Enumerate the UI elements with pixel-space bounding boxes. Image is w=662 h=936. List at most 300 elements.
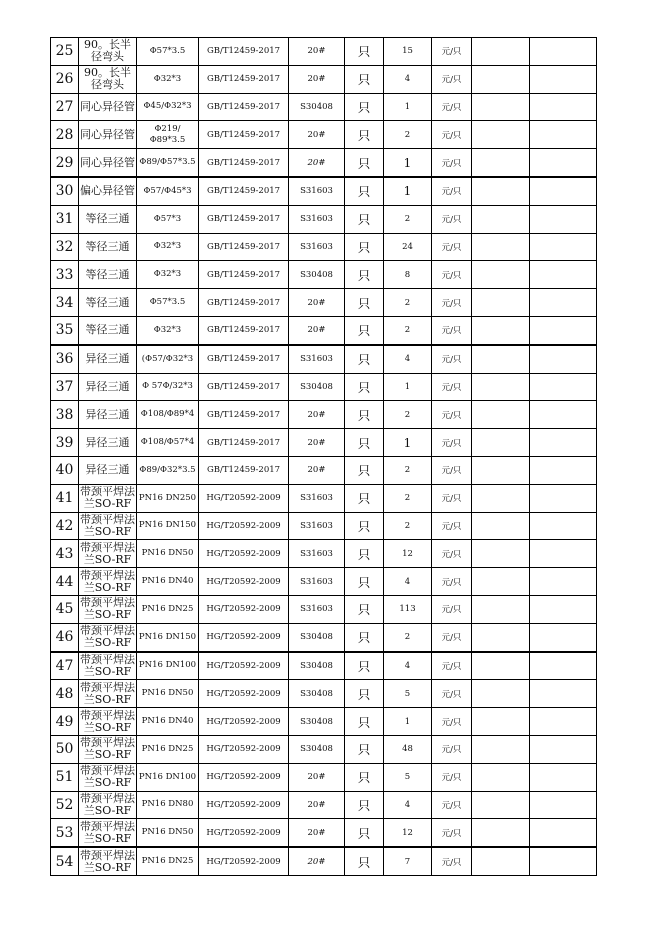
table-row (51, 652, 597, 680)
item-unit: 只 (345, 401, 384, 429)
item-price-unit: 元/只 (432, 568, 472, 596)
item-name: 带颈平焊法兰SO-RF (80, 568, 135, 594)
item-name: 异径三通 (79, 401, 137, 429)
amount-cell[interactable] (530, 763, 597, 791)
row-number: 47 (51, 652, 79, 680)
amount-cell[interactable] (530, 568, 597, 596)
item-price-unit: 元/只 (432, 540, 472, 568)
table-row (51, 289, 597, 317)
item-standard: GB/T12459-2017 (199, 93, 289, 121)
item-material: 20# (289, 289, 345, 317)
unit-price-cell[interactable] (472, 93, 530, 121)
amount-cell[interactable] (530, 233, 597, 261)
item-quantity: 24 (384, 233, 432, 261)
item-standard: HG/T20592-2009 (199, 568, 289, 596)
row-number: 41 (51, 484, 79, 512)
item-name: 偏心异径管 (79, 177, 137, 205)
amount-cell[interactable] (530, 847, 597, 875)
row-number: 33 (51, 261, 79, 289)
table-row (51, 819, 597, 847)
item-standard: GB/T12459-2017 (199, 373, 289, 401)
item-quantity: 2 (384, 484, 432, 512)
unit-price-cell[interactable] (472, 819, 530, 847)
item-material: S30408 (289, 652, 345, 680)
table-row (51, 177, 597, 205)
item-price-unit: 元/只 (432, 65, 472, 93)
item-spec: Φ89/Φ32*3.5 (137, 456, 199, 484)
item-spec: PN16 DN150 (137, 512, 199, 540)
unit-price-cell[interactable] (472, 373, 530, 401)
table-row (51, 484, 597, 512)
amount-cell[interactable] (530, 735, 597, 763)
item-unit: 只 (345, 512, 384, 540)
amount-cell[interactable] (530, 791, 597, 819)
item-material: 20# (289, 38, 345, 66)
table-row (51, 205, 597, 233)
item-spec: Φ45/Φ32*3 (137, 93, 199, 121)
item-material: S31603 (289, 484, 345, 512)
item-unit: 只 (345, 791, 384, 819)
item-material: 20# (289, 401, 345, 429)
item-quantity: 12 (384, 819, 432, 847)
table-row (51, 233, 597, 261)
item-price-unit: 元/只 (432, 484, 472, 512)
item-name: 异径三通 (79, 456, 137, 484)
unit-price-cell[interactable] (472, 401, 530, 429)
item-name: 带颈平焊法兰SO-RF (80, 848, 135, 874)
item-quantity: 2 (384, 205, 432, 233)
item-unit: 只 (345, 316, 384, 344)
row-number: 42 (51, 512, 79, 540)
item-quantity: 4 (384, 345, 432, 373)
unit-price-cell[interactable] (472, 680, 530, 708)
item-spec: Φ32*3 (137, 233, 199, 261)
amount-cell[interactable] (530, 149, 597, 177)
amount-cell[interactable] (530, 623, 597, 651)
unit-price-cell[interactable] (472, 791, 530, 819)
item-standard: GB/T12459-2017 (199, 38, 289, 66)
row-number: 46 (51, 623, 79, 651)
item-standard: HG/T20592-2009 (199, 735, 289, 763)
table-row (51, 512, 597, 540)
item-spec: PN16 DN25 (137, 735, 199, 763)
item-material: S31603 (289, 233, 345, 261)
amount-cell[interactable] (530, 456, 597, 484)
item-material: S30408 (289, 735, 345, 763)
table-row (51, 735, 597, 763)
item-name: 带颈平焊法兰SO-RF (80, 652, 135, 678)
item-price-unit: 元/只 (432, 401, 472, 429)
item-material: 20# (289, 65, 345, 93)
item-unit: 只 (345, 540, 384, 568)
amount-cell[interactable] (530, 121, 597, 149)
item-unit: 只 (345, 623, 384, 651)
unit-price-cell[interactable] (472, 38, 530, 66)
row-number: 40 (51, 456, 79, 484)
item-price-unit: 元/只 (432, 345, 472, 373)
item-price-unit: 元/只 (432, 233, 472, 261)
item-material: S31603 (289, 177, 345, 205)
row-number: 38 (51, 401, 79, 429)
item-price-unit: 元/只 (432, 205, 472, 233)
item-unit: 只 (345, 595, 384, 623)
item-standard: GB/T12459-2017 (199, 177, 289, 205)
item-material: 20# (289, 121, 345, 149)
table-row (51, 121, 597, 149)
table-row (51, 429, 597, 457)
unit-price-cell[interactable] (472, 540, 530, 568)
item-standard: GB/T12459-2017 (199, 345, 289, 373)
amount-cell[interactable] (530, 289, 597, 317)
table-row (51, 623, 597, 651)
item-standard: GB/T12459-2017 (199, 121, 289, 149)
item-unit: 只 (345, 847, 384, 875)
item-material: 20# (289, 763, 345, 791)
unit-price-cell[interactable] (472, 484, 530, 512)
table-row (51, 373, 597, 401)
amount-cell[interactable] (530, 652, 597, 680)
item-quantity: 2 (384, 623, 432, 651)
table-row (51, 708, 597, 736)
unit-price-cell[interactable] (472, 345, 530, 373)
unit-price-cell[interactable] (472, 595, 530, 623)
item-material: 20# (289, 149, 345, 177)
item-name: 带颈平焊法兰SO-RF (80, 708, 135, 734)
item-standard: GB/T12459-2017 (199, 205, 289, 233)
item-name: 异径三通 (79, 429, 137, 457)
item-name: 带颈平焊法兰SO-RF (79, 819, 137, 847)
table-row (51, 93, 597, 121)
item-material: S30408 (289, 261, 345, 289)
item-standard: GB/T12459-2017 (199, 316, 289, 344)
item-standard: GB/T12459-2017 (199, 456, 289, 484)
amount-cell[interactable] (530, 401, 597, 429)
item-name: 带颈平焊法兰SO-RF (80, 680, 135, 706)
item-material: 20# (289, 819, 345, 847)
item-standard: GB/T12459-2017 (199, 233, 289, 261)
row-number: 36 (51, 345, 79, 373)
unit-price-cell[interactable] (472, 652, 530, 680)
item-name: 带颈平焊法兰SO-RF (80, 512, 135, 538)
row-number: 25 (51, 38, 79, 66)
item-unit: 只 (345, 819, 384, 847)
item-price-unit: 元/只 (432, 38, 472, 66)
item-price-unit: 元/只 (432, 847, 472, 875)
row-number: 51 (51, 763, 79, 791)
unit-price-cell[interactable] (472, 429, 530, 457)
unit-price-cell[interactable] (472, 65, 530, 93)
item-spec: Φ57*3.5 (137, 289, 199, 317)
unit-price-cell[interactable] (472, 261, 530, 289)
row-number: 37 (51, 373, 79, 401)
amount-cell[interactable] (530, 708, 597, 736)
item-quantity: 2 (384, 121, 432, 149)
item-spec: PN16 DN80 (137, 791, 199, 819)
item-unit: 只 (345, 708, 384, 736)
row-number: 39 (51, 429, 79, 457)
item-price-unit: 元/只 (432, 121, 472, 149)
item-material: S30408 (289, 373, 345, 401)
item-unit: 只 (345, 205, 384, 233)
item-standard: GB/T12459-2017 (199, 261, 289, 289)
item-material: S31603 (289, 512, 345, 540)
item-standard: GB/T12459-2017 (199, 429, 289, 457)
unit-price-cell[interactable] (472, 121, 530, 149)
unit-price-cell[interactable] (472, 316, 530, 344)
item-price-unit: 元/只 (432, 512, 472, 540)
amount-cell[interactable] (530, 429, 597, 457)
unit-price-cell[interactable] (472, 149, 530, 177)
item-spec: Φ32*3 (137, 261, 199, 289)
item-standard: GB/T12459-2017 (199, 289, 289, 317)
item-name: 异径三通 (79, 373, 137, 401)
table-row (51, 401, 597, 429)
item-unit: 只 (345, 429, 384, 457)
table-row (51, 316, 597, 344)
item-spec: Φ219/Φ89*3.5 (137, 121, 199, 149)
item-standard: HG/T20592-2009 (199, 708, 289, 736)
item-quantity: 4 (384, 791, 432, 819)
item-price-unit: 元/只 (432, 735, 472, 763)
item-spec: PN16 DN100 (137, 652, 199, 680)
amount-cell[interactable] (530, 595, 597, 623)
item-quantity: 2 (384, 289, 432, 317)
item-quantity: 1 (384, 93, 432, 121)
unit-price-cell[interactable] (472, 233, 530, 261)
table-row (51, 261, 597, 289)
item-standard: HG/T20592-2009 (199, 763, 289, 791)
item-unit: 只 (345, 373, 384, 401)
row-number: 26 (51, 65, 79, 93)
item-spec: PN16 DN25 (137, 847, 199, 875)
item-standard: GB/T12459-2017 (199, 149, 289, 177)
item-price-unit: 元/只 (432, 149, 472, 177)
item-material: S31603 (289, 205, 345, 233)
item-name: 等径三通 (79, 261, 137, 289)
item-spec: PN16 DN25 (137, 595, 199, 623)
unit-price-cell[interactable] (472, 456, 530, 484)
table-row (51, 38, 597, 66)
amount-cell[interactable] (530, 345, 597, 373)
amount-cell[interactable] (530, 38, 597, 66)
item-quantity: 48 (384, 735, 432, 763)
table-row (51, 568, 597, 596)
table-row (51, 595, 597, 623)
amount-cell[interactable] (530, 540, 597, 568)
item-quantity: 4 (384, 65, 432, 93)
item-unit: 只 (345, 456, 384, 484)
item-spec: Φ32*3 (137, 316, 199, 344)
item-quantity: 2 (384, 401, 432, 429)
item-spec: PN16 DN150 (137, 623, 199, 651)
item-price-unit: 元/只 (432, 652, 472, 680)
amount-cell[interactable] (530, 373, 597, 401)
item-quantity: 1 (384, 149, 432, 177)
item-material: 20# (289, 456, 345, 484)
row-number: 29 (51, 149, 79, 177)
item-spec: Φ89/Φ57*3.5 (137, 149, 199, 177)
amount-cell[interactable] (530, 316, 597, 344)
item-unit: 只 (345, 568, 384, 596)
unit-price-cell[interactable] (472, 847, 530, 875)
table-row (51, 680, 597, 708)
item-material: 20# (289, 847, 345, 875)
row-number: 45 (51, 595, 79, 623)
item-name: 带颈平焊法兰SO-RF (80, 540, 135, 566)
item-unit: 只 (345, 680, 384, 708)
item-unit: 只 (345, 763, 384, 791)
item-material: S30408 (289, 680, 345, 708)
row-number: 53 (51, 819, 79, 847)
unit-price-cell[interactable] (472, 289, 530, 317)
item-unit: 只 (345, 177, 384, 205)
item-spec: Φ32*3 (137, 65, 199, 93)
item-unit: 只 (345, 121, 384, 149)
item-spec: PN16 DN50 (137, 819, 199, 847)
item-name: 带颈平焊法兰SO-RF (80, 736, 135, 762)
item-price-unit: 元/只 (432, 373, 472, 401)
amount-cell[interactable] (530, 261, 597, 289)
table-row (51, 847, 597, 875)
item-name: 等径三通 (79, 233, 137, 261)
item-spec: Φ57*3 (137, 205, 199, 233)
item-standard: GB/T12459-2017 (199, 65, 289, 93)
item-unit: 只 (345, 38, 384, 66)
item-spec: PN16 DN40 (137, 708, 199, 736)
item-price-unit: 元/只 (432, 680, 472, 708)
item-price-unit: 元/只 (432, 93, 472, 121)
item-standard: HG/T20592-2009 (199, 847, 289, 875)
item-material: 20# (289, 316, 345, 344)
unit-price-cell[interactable] (472, 623, 530, 651)
item-price-unit: 元/只 (432, 791, 472, 819)
amount-cell[interactable] (530, 65, 597, 93)
item-spec: PN16 DN40 (137, 568, 199, 596)
item-unit: 只 (345, 149, 384, 177)
row-number: 28 (51, 121, 79, 149)
unit-price-cell[interactable] (472, 177, 530, 205)
item-spec: Φ108/Φ57*4 (137, 429, 199, 457)
item-standard: HG/T20592-2009 (199, 540, 289, 568)
item-quantity: 113 (384, 595, 432, 623)
table-row (51, 791, 597, 819)
item-quantity: 5 (384, 680, 432, 708)
amount-cell[interactable] (530, 512, 597, 540)
table-row (51, 763, 597, 791)
row-number: 30 (51, 177, 79, 205)
item-quantity: 8 (384, 261, 432, 289)
unit-price-cell[interactable] (472, 568, 530, 596)
unit-price-cell[interactable] (472, 512, 530, 540)
amount-cell[interactable] (530, 819, 597, 847)
amount-cell[interactable] (530, 93, 597, 121)
item-material: S31603 (289, 568, 345, 596)
amount-cell[interactable] (530, 205, 597, 233)
item-price-unit: 元/只 (432, 456, 472, 484)
row-number: 44 (51, 568, 79, 596)
item-name: 同心异径管 (79, 149, 137, 177)
table-row (51, 540, 597, 568)
amount-cell[interactable] (530, 177, 597, 205)
item-unit: 只 (345, 93, 384, 121)
row-number: 52 (51, 791, 79, 819)
item-material: 20# (289, 429, 345, 457)
item-quantity: 4 (384, 652, 432, 680)
table-row (51, 456, 597, 484)
item-quantity: 1 (384, 177, 432, 205)
item-standard: HG/T20592-2009 (199, 819, 289, 847)
unit-price-cell[interactable] (472, 708, 530, 736)
item-price-unit: 元/只 (432, 595, 472, 623)
item-quantity: 15 (384, 38, 432, 66)
item-spec: PN16 DN50 (137, 540, 199, 568)
item-name: 带颈平焊法兰SO-RF (79, 623, 137, 651)
item-quantity: 4 (384, 568, 432, 596)
row-number: 32 (51, 233, 79, 261)
item-material: S30408 (289, 93, 345, 121)
item-quantity: 1 (384, 373, 432, 401)
item-standard: HG/T20592-2009 (199, 623, 289, 651)
row-number: 54 (51, 847, 79, 875)
item-spec: Φ108/Φ89*4 (137, 401, 199, 429)
row-number: 31 (51, 205, 79, 233)
item-material: S31603 (289, 540, 345, 568)
item-name: 等径三通 (79, 316, 137, 344)
unit-price-cell[interactable] (472, 735, 530, 763)
item-standard: HG/T20592-2009 (199, 791, 289, 819)
unit-price-cell[interactable] (472, 763, 530, 791)
item-spec: PN16 DN250 (137, 484, 199, 512)
item-price-unit: 元/只 (432, 819, 472, 847)
table-row (51, 345, 597, 373)
item-unit: 只 (345, 65, 384, 93)
item-standard: HG/T20592-2009 (199, 595, 289, 623)
table-row (51, 149, 597, 177)
item-material: 20# (289, 791, 345, 819)
item-price-unit: 元/只 (432, 177, 472, 205)
item-unit: 只 (345, 261, 384, 289)
item-standard: HG/T20592-2009 (199, 512, 289, 540)
item-price-unit: 元/只 (432, 623, 472, 651)
item-name: 带颈平焊法兰SO-RF (80, 596, 135, 622)
item-unit: 只 (345, 735, 384, 763)
item-name: 90。长半径弯头 (79, 65, 137, 93)
item-unit: 只 (345, 652, 384, 680)
item-material: S30408 (289, 708, 345, 736)
item-spec: PN16 DN100 (137, 763, 199, 791)
item-material: S31603 (289, 345, 345, 373)
item-spec: Φ57/Φ45*3 (137, 177, 199, 205)
item-standard: HG/T20592-2009 (199, 484, 289, 512)
item-quantity: 2 (384, 456, 432, 484)
amount-cell[interactable] (530, 484, 597, 512)
item-unit: 只 (345, 289, 384, 317)
item-quantity: 7 (384, 847, 432, 875)
amount-cell[interactable] (530, 680, 597, 708)
item-quantity: 1 (384, 429, 432, 457)
item-price-unit: 元/只 (432, 316, 472, 344)
item-quantity: 12 (384, 540, 432, 568)
item-quantity: 2 (384, 316, 432, 344)
item-price-unit: 元/只 (432, 429, 472, 457)
item-standard: GB/T12459-2017 (199, 401, 289, 429)
item-spec: Φ57*3.5 (137, 38, 199, 66)
item-name: 等径三通 (79, 205, 137, 233)
item-name: 带颈平焊法兰SO-RF (80, 791, 135, 817)
item-spec: (Φ57/Φ32*3 (137, 345, 199, 373)
unit-price-cell[interactable] (472, 205, 530, 233)
item-name: 异径三通 (79, 345, 137, 373)
